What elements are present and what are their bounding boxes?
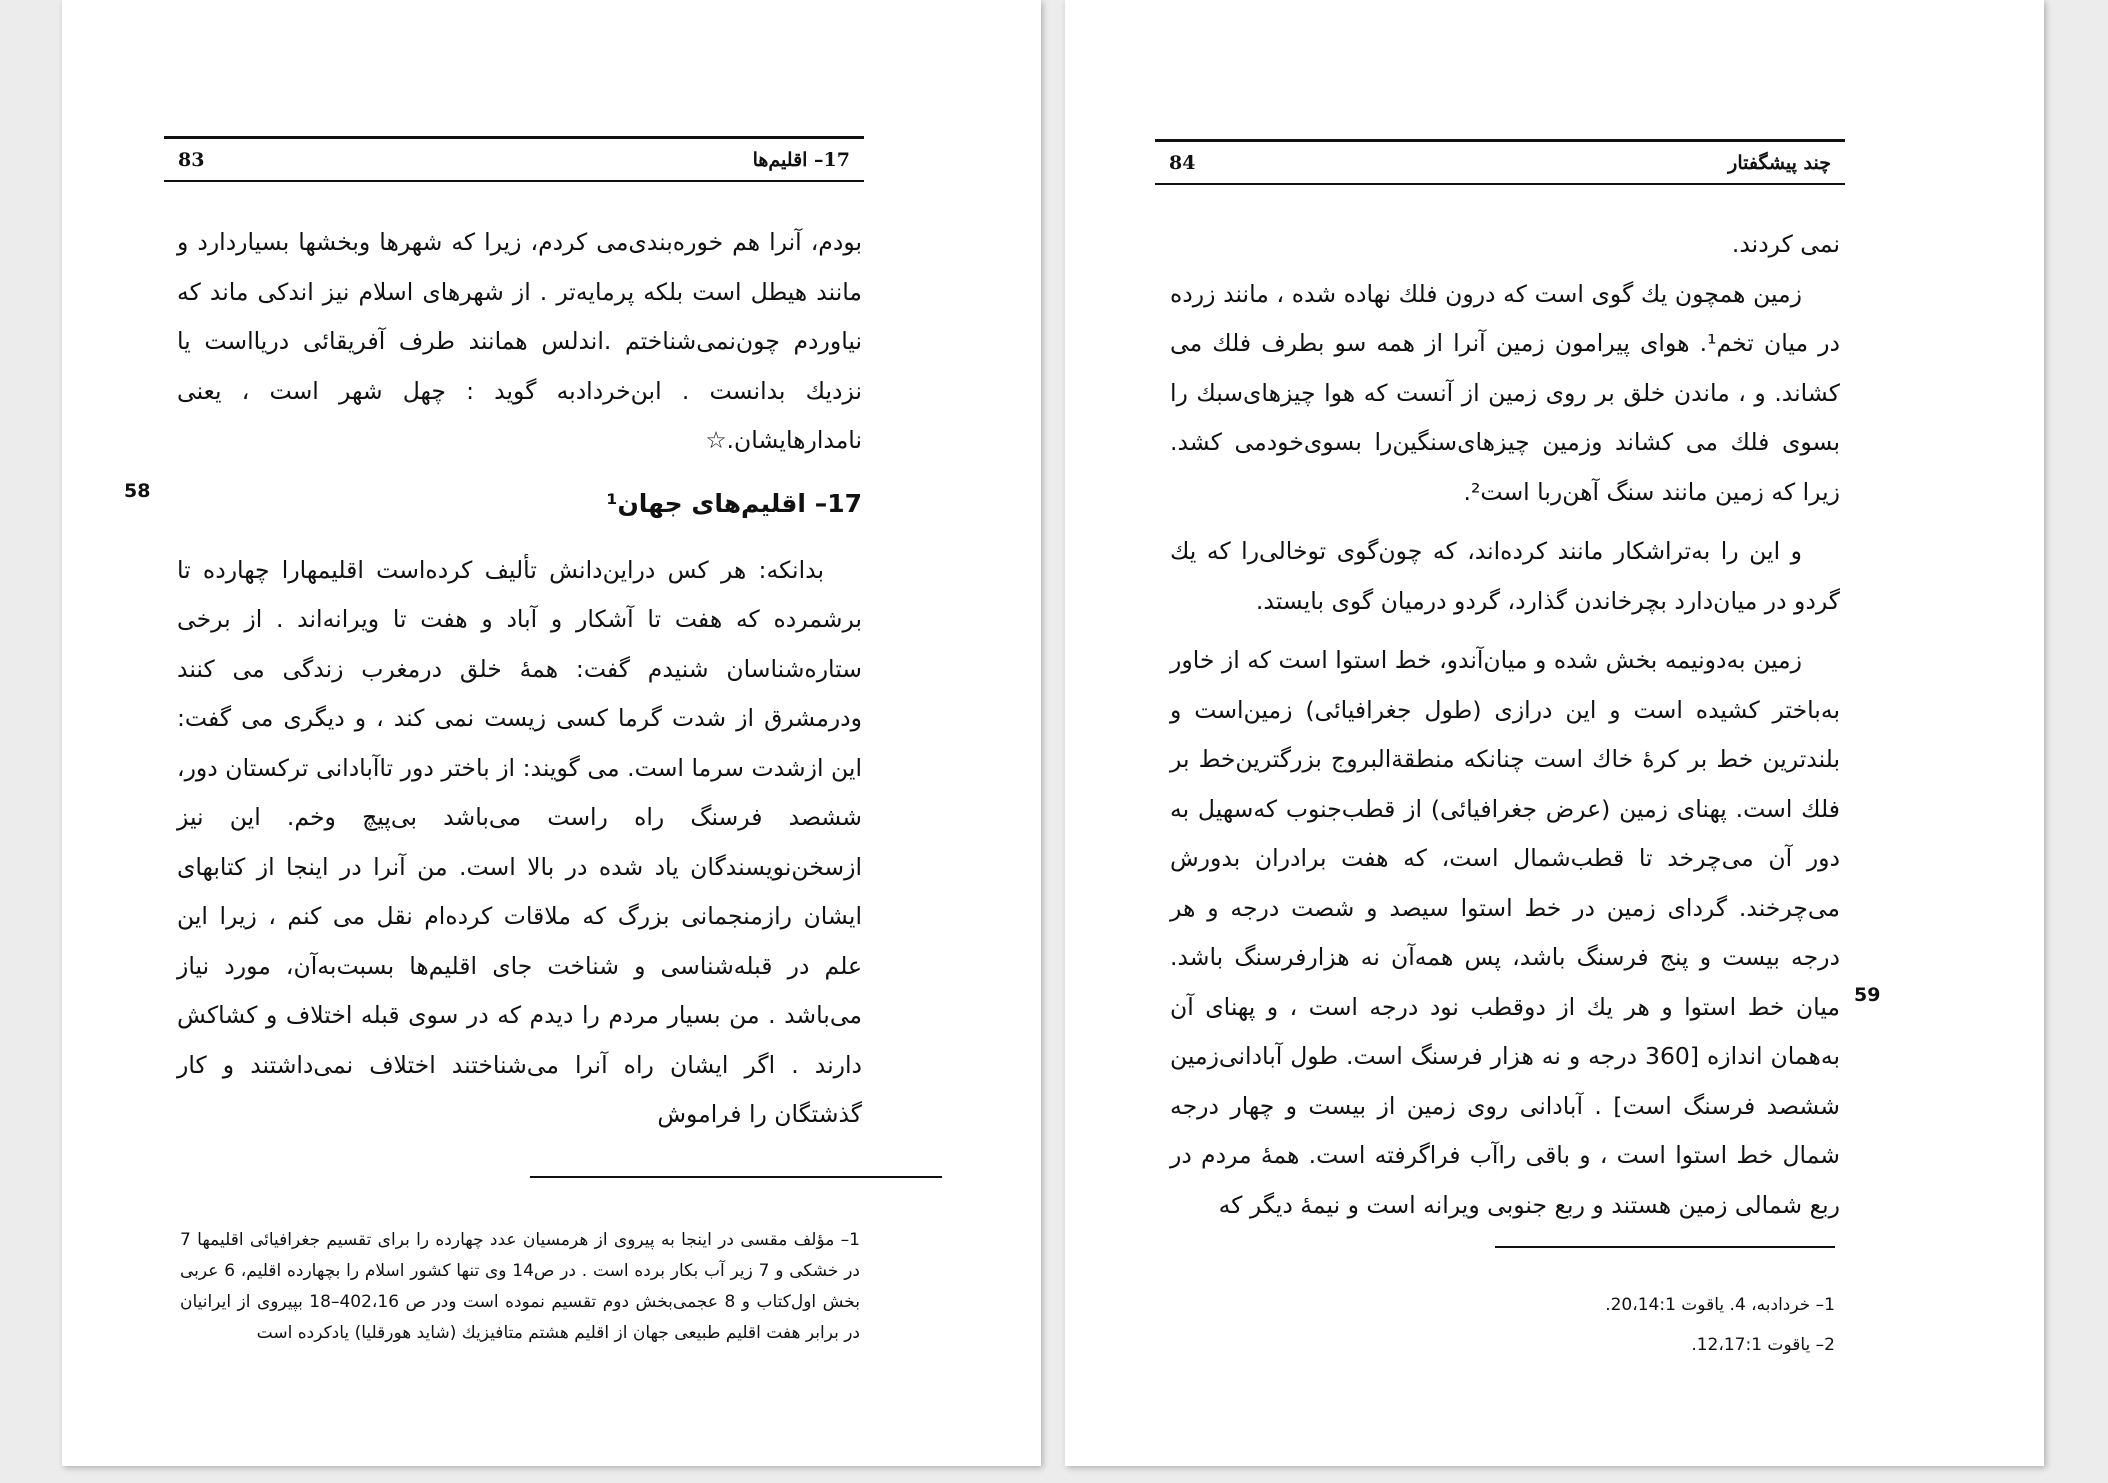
- paragraph: نمی کردند.: [1731, 230, 1840, 258]
- section-heading: 17– اقلیم‌های جهان¹: [606, 488, 862, 518]
- footnotes: [1445, 1285, 1835, 1365]
- footnotes: [180, 1225, 860, 1349]
- margin-page-reference: 59: [1854, 984, 1881, 1006]
- running-head-title: چند پیشگفتار: [1728, 151, 1831, 174]
- page-number: 84: [1169, 151, 1196, 174]
- footnote: 1– خردادبه، 4. یاقوت 20،14:1.: [1605, 1295, 1835, 1315]
- margin-page-reference: 58: [124, 480, 151, 502]
- page-number: 83: [178, 148, 205, 171]
- footnote: 1– مؤلف مقسی در اینجا به پیروی از هرمسیان عدد چهارده را برای تقسیم جغرافیائی اقلیمها 7 در خشکی و 7 زیر آب بکار برده است . در ص14 وی تنها کشور اسلام را بچهارده اقلیم، 6 عربی بخش اول‌کتاب و 8 عجمی‌بخش دوم تقسیم نموده است ودر ص 402،16–18 بپیروی از ایرانیان در برابر هفت اقلیم طبیعی جهان از اقلیم هشتم متافیزیك (شاید هورقلیا) یادکرده است: [180, 1230, 860, 1343]
- running-head: [164, 136, 864, 182]
- running-head: [1155, 139, 1845, 185]
- paragraph: بودم، آنرا هم خوره‌بندی‌می کردم، زیرا که شهرها وبخشها بسیاردارد و مانند هیطل است بلکه پرمایه‌تر . از شهرهای اسلام نیز اندکی ماند که نیاوردم چون‌نمی‌شناختم .اندلس همانند طرف آفریقائی دریااست یا نزدیك بدانست . ابن‌خردادبه گوید : چهل شهر است ، یعنی نامدارهایشان.☆: [177, 228, 862, 454]
- footnote-divider: [530, 1176, 942, 1178]
- paragraph: و این را به‌تراشکار مانند کرده‌اند، که چون‌گوی توخالی‌را که یك گردو در میان‌دارد بچرخاندن گذارد، گردو درمیان گوی بایستد.: [1170, 537, 1840, 615]
- page-body: [177, 218, 862, 1140]
- paragraph: زمین به‌دونیمه بخش شده و میان‌آندو، خط استوا است که از خاور به‌باختر کشیده است و این درازی (طول جغرافیائی) زمین‌است و بلندترین خط بر کرهٔ خاك است چنانکه منطقةالبروج بزرگترین‌خط بر فلك است. پهنای زمین (عرض جغرافیائی) از قطب‌جنوب که‌سهیل به دور آن می‌چرخد تا قطب‌شمال است، که هفت برادران بدورش می‌چرخند. گردای زمین در خط استوا سیصد و شصت درجه و هر درجه بیست و پنج فرسنگ باشد، پس همه‌آن نه هزارفرسنگ باشد. میان خط استوا و هر یك از دوقطب نود درجه است ، و پهنای آن به‌همان اندازه [360 درجه و نه هزار فرسنگ است. طول آبادانی‌زمین ششصد فرسنگ است] . آبادانی روی زمین از بیست و چهار درجه شمال خط استوا است ، و باقی راآب فراگرفته است. همهٔ مردم در ربع شمالی زمین هستند و ربع جنوبی ویرانه است و نیمهٔ دیگر که: [1170, 646, 1840, 1219]
- footnote-divider: [1495, 1246, 1835, 1248]
- paragraph: زمین همچون یك گوی است که درون فلك نهاده شده ، مانند زرده در میان تخم¹. هوای پیرامون زمین آنرا از همه سو بطرف فلك می کشاند. و ، ماندن خلق بر روی زمین از آنست که هوا چیزهای‌سبك را بسوی فلك می کشاند وزمین چیزهای‌سنگین‌را بسوی‌خودمی کشد. زیرا که زمین مانند سنگ آهن‌ربا است².: [1170, 279, 1840, 506]
- running-head-title: 17– اقلیم‌ها: [752, 148, 850, 171]
- page-body: [1170, 220, 1840, 1230]
- paragraph: بدانکه: هر کس دراین‌دانش تألیف کرده‌است اقلیمهارا چهارده تا برشمرده که هفت تا آشکار و آباد و هفت تا ویرانه‌اند . از برخی ستاره‌شناسان شنیدم گفت: همهٔ خلق درمغرب زندگی می کنند ودرمشرق از شدت گرما کسی زیست نمی کند ، و دیگری می گفت: این ازشدت سرما است. می گویند: از باختر دور تاآبادانی ترکستان دور، ششصد فرسنگ راه راست می‌باشد بی‌پیچ وخم. این نیز ازسخن‌نویسندگان یاد شده در بالا است. من آنرا در اینجا از کتابهای ایشان رازمنجمانی بزرگ که ملاقات کرده‌ام نقل می کنم ، زیرا این علم در قبله‌شناسی و شناخت جای اقلیم‌ها بسبت‌به‌آن، مورد نیاز می‌باشد . من بسیار مردم را دیدم که در سوی قبله اختلاف و کشاکش دارند . اگر ایشان راه آنرا می‌شناختند اختلاف نمی‌داشتند و کار گذشتگان را فراموش: [177, 555, 862, 1128]
- footnote: 2– یاقوت 12،17:1.: [1691, 1335, 1835, 1355]
- book-page-83: [62, 0, 1041, 1466]
- book-page-84: [1065, 0, 2044, 1466]
